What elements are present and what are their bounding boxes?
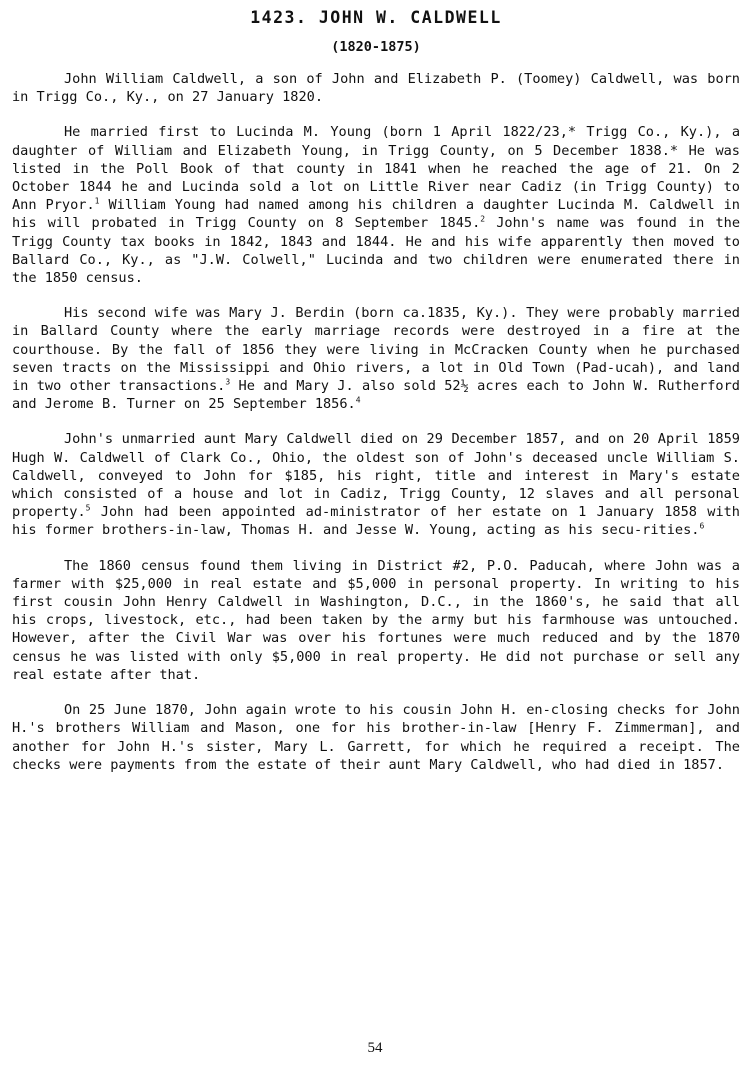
body-paragraph (12, 430, 740, 539)
paragraph-text: He and Mary J. also sold 52½ acres each to John W. Rutherford and Jerome B. Turner on 25 September 1856. (12, 378, 740, 413)
footnote-marker: 5 (85, 503, 91, 513)
paragraph-text: John had been appointed ad-ministrator of her estate on 1 January 1858 with his former brothers-in-law, Thomas H. and Jesse W. Young, acting as his secu-rities. (12, 504, 740, 539)
paragraph-text: John's name was found in the Trigg County tax books in 1842, 1843 and 1844. He and his wife apparently then moved to Ballard Co., Ky., as "J.W. Colwell," Lucinda and two children were enumerated there in the 1850 census. (12, 215, 740, 287)
footnote-marker: 4 (355, 395, 361, 405)
lifespan-dates: (1820-1875) (331, 39, 421, 55)
page-title: 1423. JOHN W. CALDWELL (250, 8, 502, 27)
body-text (12, 70, 740, 774)
footnote-marker: 1 (94, 196, 100, 206)
paragraph-text: His second wife was Mary J. Berdin (born ca.1835, Ky.). They were probably married in Ballard County where the early marriage records were destroyed in a fire at the courthouse. By the fall of 1856 they were living in McCracken County when he purchased seven tracts on the Mississippi and Ohio rivers, a lot in Old Town (Pad-ucah), and land in two other transactions. (12, 305, 740, 395)
footnote-marker: 3 (225, 377, 231, 387)
paragraph-text: John William Caldwell, a son of John and Elizabeth P. (Toomey) Caldwell, was born in Trigg Co., Ky., on 27 January 1820. (12, 71, 740, 106)
body-paragraph (12, 701, 740, 774)
paragraph-text: The 1860 census found them living in District #2, P.O. Paducah, where John was a farmer with $25,000 in real estate and $5,000 in personal property. In writing to his first cousin John Henry Caldwell in Washington, D.C., in the 1860's, he said that all his crops, livestock, etc., had been taken by the army but his farmhouse was untouched. However, after the Civil War was over his fortunes were much reduced and by the 1870 census he was listed with only $5,000 in real property. He did not purchase or sell any real estate after that. (12, 557, 740, 683)
page-number: 54 (367, 1040, 383, 1056)
paragraph-text: William Young had named among his children a daughter Lucinda M. Caldwell in his will probated in Trigg County on 8 September 1845. (12, 197, 740, 232)
footnote-marker: 2 (480, 214, 486, 224)
body-paragraph (12, 304, 740, 413)
body-paragraph (12, 70, 740, 106)
body-paragraph (12, 123, 740, 287)
paragraph-text: On 25 June 1870, John again wrote to his cousin John H. en-closing checks for John H.'s brothers William and Mason, one for his brother-in-law [Henry F. Zimmerman], and another for John H.'s sister, Mary L. Garrett, for which he required a receipt. The checks were payments from the estate of their aunt Mary Caldwell, who had died in 1857. (12, 702, 740, 773)
paragraph-text: John's unmarried aunt Mary Caldwell died on 29 December 1857, and on 20 April 1859 Hugh W. Caldwell of Clark Co., Ohio, the oldest son of John's deceased uncle William S. Caldwell, conveyed to John for $185, his right, title and interest in Mary's estate which consisted of a house and lot in Cadiz, Trigg County, 12 slaves and all personal property. (12, 431, 740, 521)
footnote-marker: 6 (699, 521, 705, 531)
paragraph-text: He married first to Lucinda M. Young (born 1 April 1822/23,* Trigg Co., Ky.), a daughter of William and Elizabeth Young, in Trigg County, on 5 December 1838.* He was listed in the Poll Book of that county in 1841 when he reached the age of 21. On 2 October 1844 he and Lucinda sold a lot on Little River near Cadiz (in Trigg County) to Ann Pryor. (12, 124, 740, 214)
body-paragraph (12, 557, 740, 684)
